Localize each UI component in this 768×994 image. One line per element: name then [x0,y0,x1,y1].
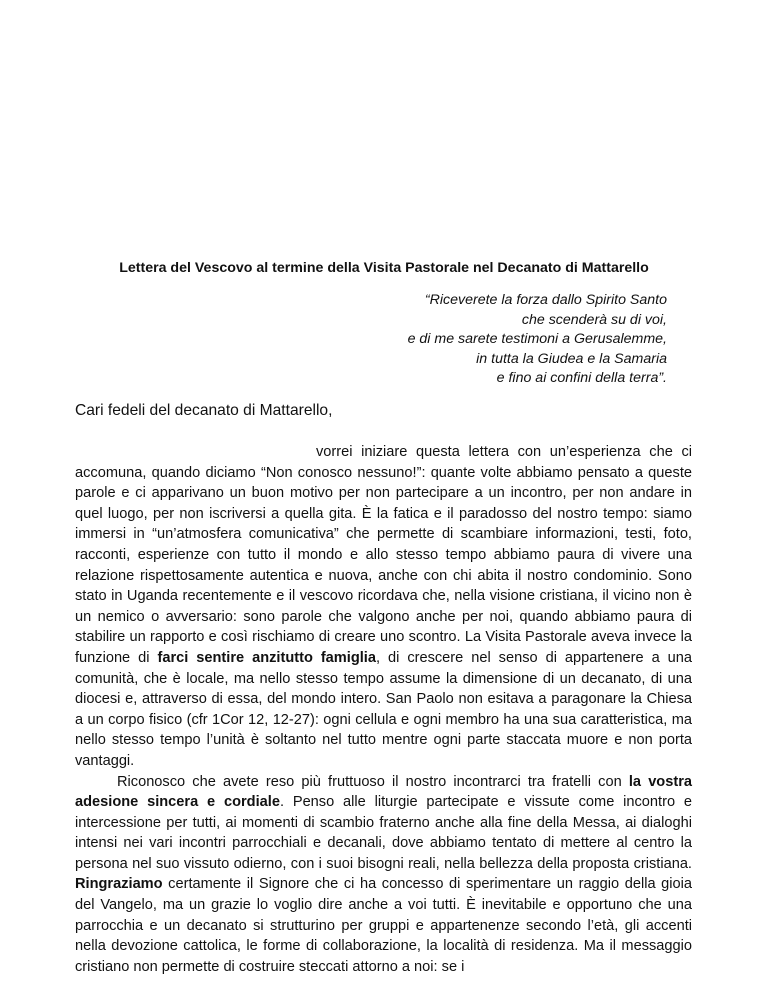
paragraph-text: certamente il Signore che ci ha concesso di sperimentare un raggio della gioia del Vangelo, ma un grazie lo voglio dire anche a voi tutti. È inevitabile e opportuno che una parrocchia e un decanato si strutturino per gruppi e appartenenze secondo l’età, gli accenti nella devozione cattolica, le forme di collaborazione, la località di residenza. Ma il messaggio cristiano non permette di costruire steccati attorno a noi: se i [75,876,692,975]
document-title: Lettera del Vescovo al termine della Visita Pastorale nel Decanato di Mattarello [119,260,649,276]
epigraph-line: e fino ai confini della terra”. [496,370,667,387]
paragraph-text: . Penso alle liturgie partecipate e vissute come incontro e intercessione per tutti, ai momenti di scambio fraterno anche alla fine della Messa, ai dialoghi intensi nei vari incontri parrocchiali e decanali, dove abbiamo tentato di mettere al centro la persona nel suo vissuto odierno, con i suoi bisogni reali, nella bellezza della proposta cristiana. [75,794,693,872]
epigraph-quote [207,291,667,389]
epigraph-line: e di me sarete testimoni a Gerusalemme, [407,331,667,348]
paragraph-text: , di crescere nel senso di appartenere a una comunità, che è locale, ma nello stesso tempo assume la dimensione di un decanato, di una diocesi e, attraverso di essa, del mondo intero. San Paolo non esitava a paragonare la Chiesa a un corpo fisico (cfr 1Cor 12, 12-27): ogni cellula e ogni membro ha una sua caratteristica, ma nello stesso tempo l’unità è soltanto nel tutto mentre ogni parte staccata muore e non porta vantaggi. [75,649,692,769]
bold-phrase: farci sentire anzitutto famiglia [157,649,376,666]
bold-phrase: la vostra adesione sincera e cordiale [75,773,692,811]
epigraph-line: in tutta la Giudea e la Samaria [476,350,667,367]
letter-body [75,442,692,977]
epigraph-line: “Riceverete la forza dallo Spirito Santo [424,292,667,308]
bold-phrase: Ringraziamo [75,876,163,893]
letter-greeting: Cari fedeli del decanato di Mattarello, [75,402,333,419]
body-paragraph [75,772,692,978]
epigraph-line: che scenderà su di voi, [521,311,667,328]
paragraph-text: vorrei iniziare questa lettera con un’esperienza che ci accomuna, quando diciamo “Non conosco nessuno!”: quante volte abbiamo pensato a queste parole e ci apparivano un buon motivo per non partecipare a un incontro, per non andare in quel luogo, per non iscriversi a quella gita. È la fatica e il paradosso del nostro tempo: siamo immersi in “un’atmosfera comunicativa” che permette di scambiare informazioni, testi, foto, racconti, esperienze con tutto il mondo e allo stesso tempo abbiamo paura di vivere una relazione rispettosamente autentica e nuova, anche con chi abita il nostro condominio. Sono stato in Uganda recentemente e il vescovo ricordava che, nella visione cristiana, il vicino non è un nemico o avversario: sono parole che valgono anche per noi, quando abbiamo paura di stabilire un rapporto e così rischiamo di creare uno scontro. La Visita Pastorale aveva invece la funzione di [75,444,692,666]
paragraph-text: Riconosco che avete reso più fruttuoso il nostro incontrarci tra fratelli con [117,773,629,790]
body-paragraph [75,442,692,772]
